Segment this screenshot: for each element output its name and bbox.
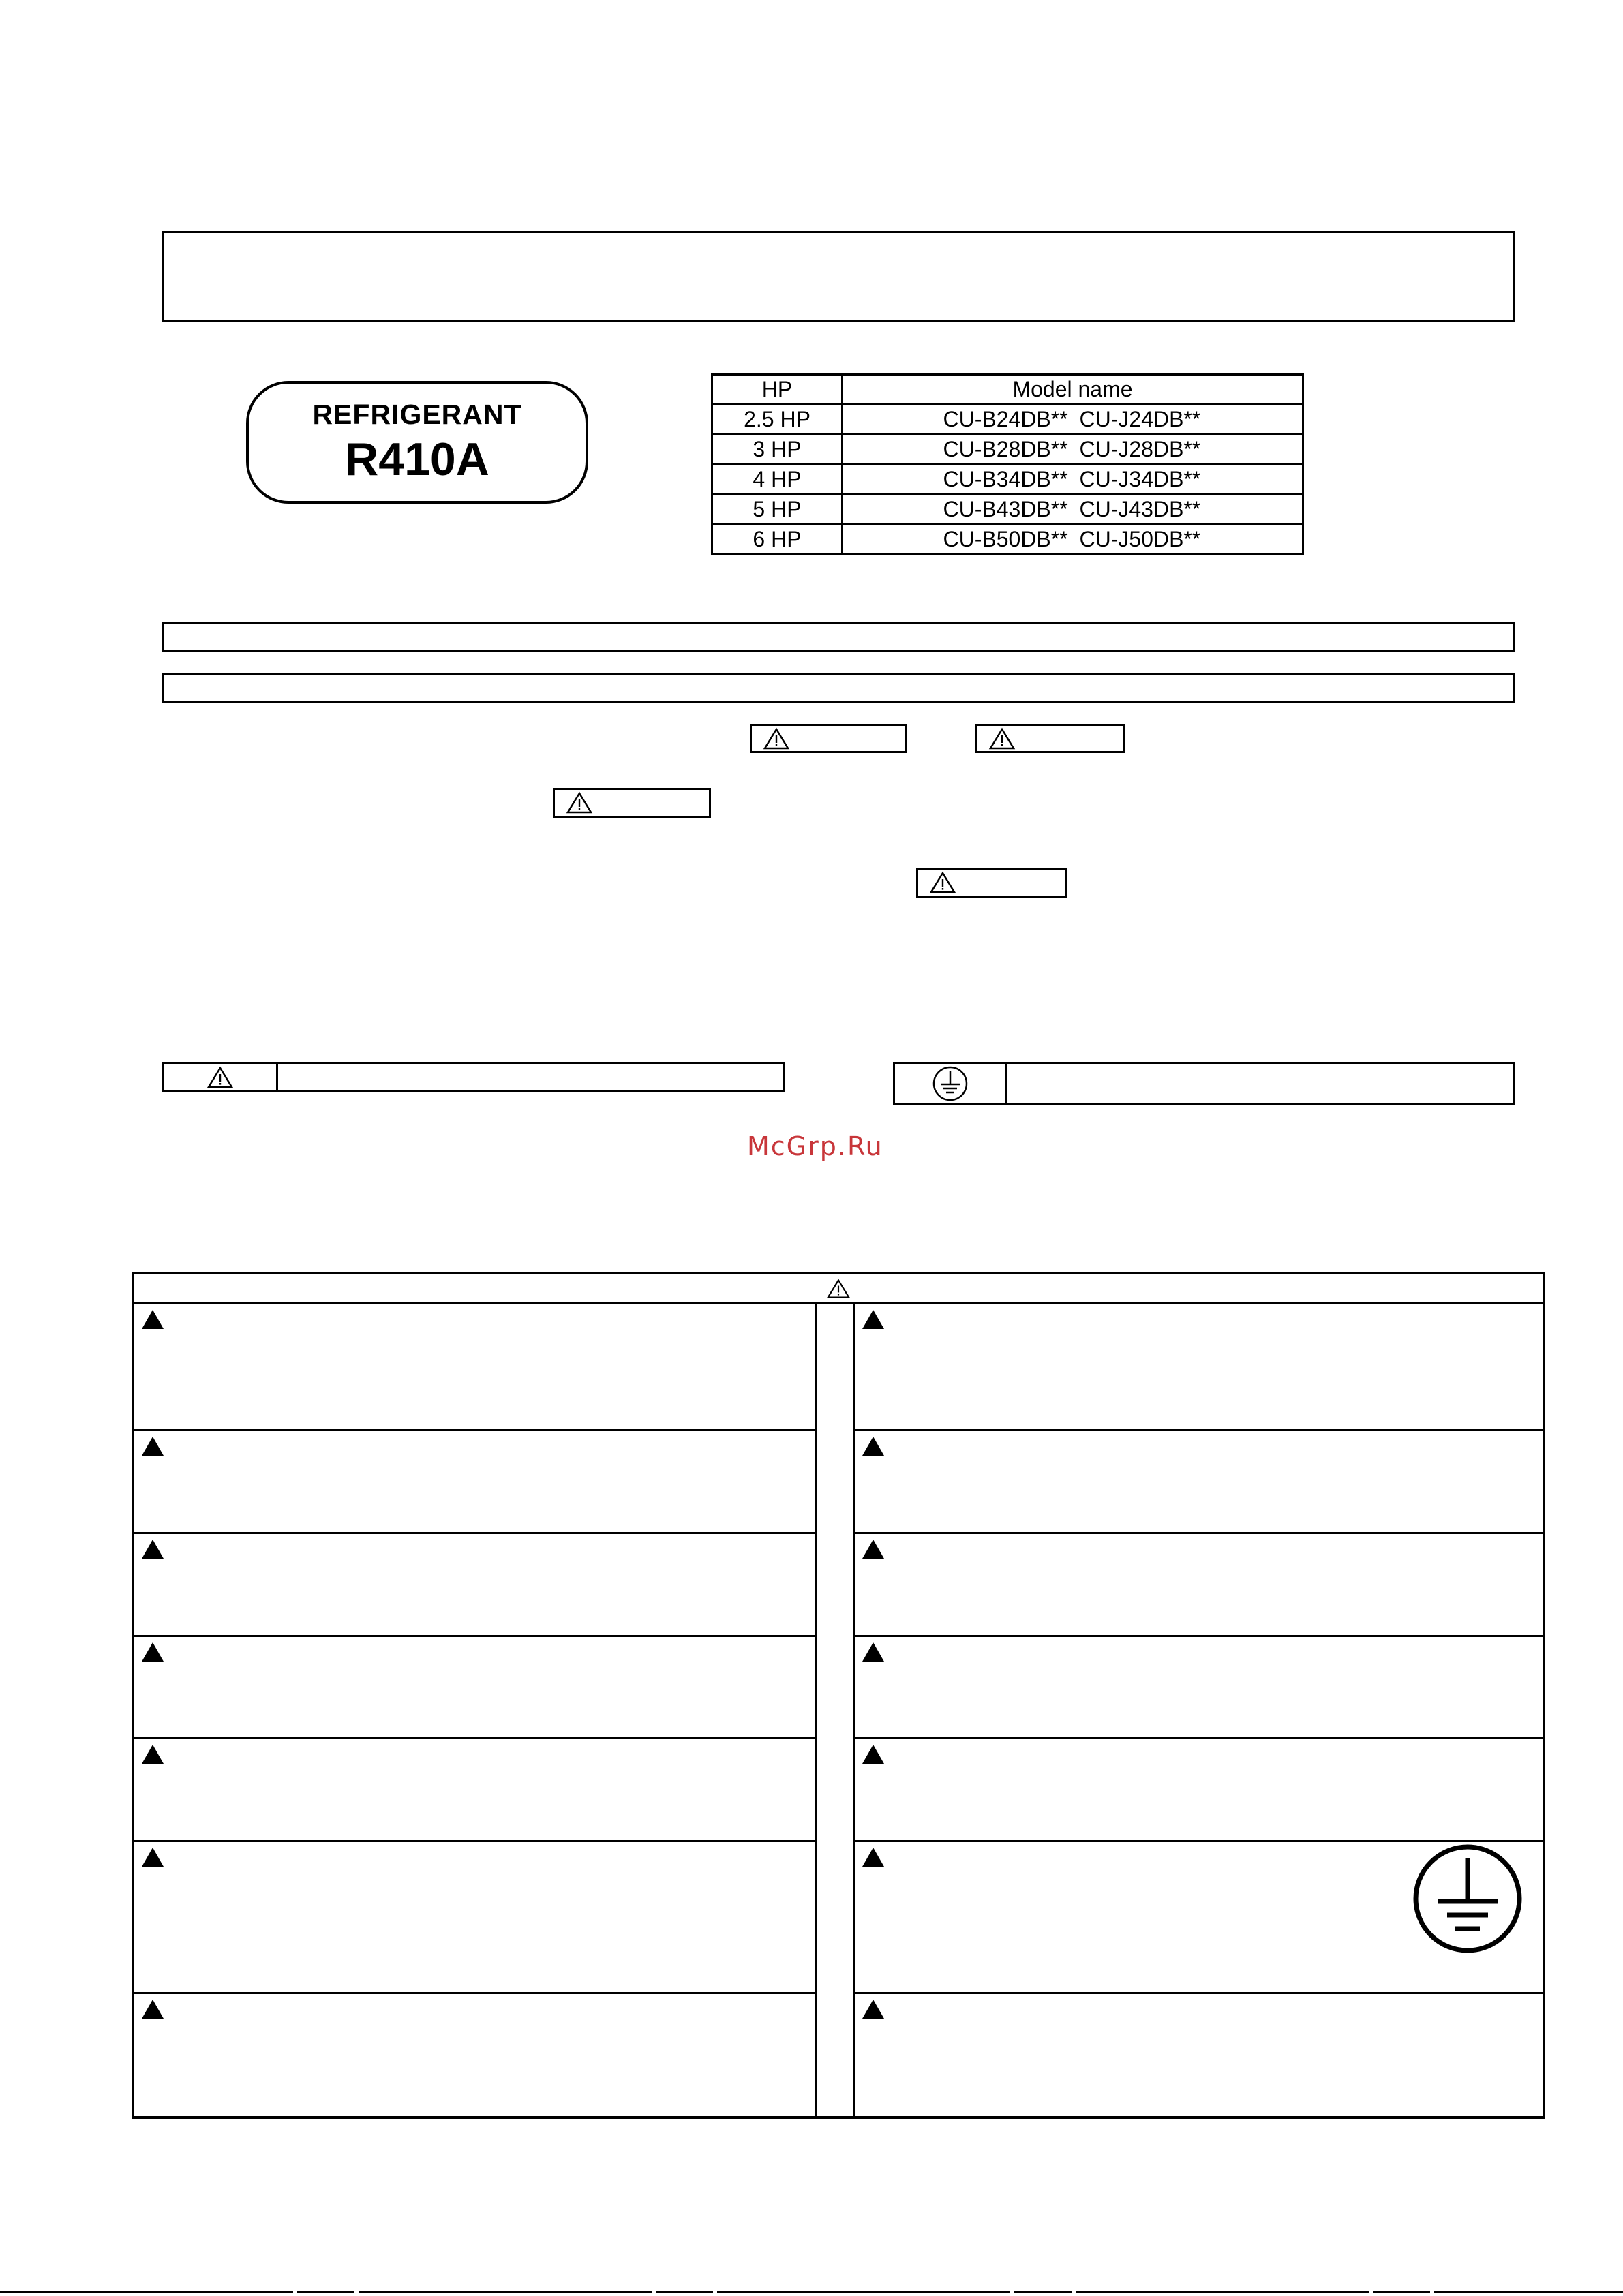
- warning-triangle-icon: [566, 791, 593, 814]
- model-cell: [843, 495, 1303, 525]
- warning-label-box: [750, 724, 907, 753]
- table-row: [712, 465, 1303, 495]
- model-cell: [843, 405, 1303, 435]
- model-b: CU-B28DB**: [943, 437, 1068, 461]
- precaution-item: [134, 1737, 815, 1842]
- filled-warning-triangle-icon: [862, 1436, 885, 1456]
- watermark: McGrp.Ru: [747, 1131, 883, 1161]
- refrigerant-label: REFRIGERANT: [312, 399, 522, 431]
- earth-ground-icon: [1412, 1843, 1523, 1955]
- filled-warning-triangle-icon: [862, 1744, 885, 1764]
- warning-triangle-icon: [763, 727, 790, 750]
- model-cell: [843, 465, 1303, 495]
- header-hp: HP: [712, 375, 843, 405]
- caution-label-box: [916, 868, 1067, 898]
- model-j: CU-J24DB**: [1079, 407, 1201, 431]
- symbol-legend-earth: [893, 1062, 1515, 1105]
- table-row: [712, 525, 1303, 555]
- model-cell: [843, 435, 1303, 465]
- model-table: [711, 373, 1304, 555]
- symbol-legend-warning: [162, 1062, 785, 1092]
- model-j: CU-J50DB**: [1079, 527, 1201, 551]
- hp-cell: 2.5 HP: [712, 405, 843, 435]
- hp-cell: 6 HP: [712, 525, 843, 555]
- filled-warning-triangle-icon: [141, 1744, 164, 1764]
- caution-label-box: [975, 724, 1125, 753]
- model-b: CU-B34DB**: [943, 467, 1068, 491]
- filled-warning-triangle-icon: [141, 1642, 164, 1662]
- filled-warning-triangle-icon: [141, 1539, 164, 1559]
- precaution-item: [134, 1992, 815, 2119]
- filled-warning-triangle-icon: [141, 1999, 164, 2019]
- table-row: [712, 435, 1303, 465]
- table-row: [712, 495, 1303, 525]
- precaution-item: [134, 1302, 815, 1431]
- filled-warning-triangle-icon: [141, 1847, 164, 1867]
- model-j: CU-J43DB**: [1079, 497, 1201, 521]
- legend-text-cell: [278, 1064, 783, 1090]
- filled-warning-triangle-icon: [862, 1539, 885, 1559]
- legend-text-cell: [1007, 1064, 1513, 1103]
- model-j: CU-J34DB**: [1079, 467, 1201, 491]
- precaution-item: [134, 1532, 815, 1637]
- section-bar: [162, 622, 1515, 652]
- precaution-item: [134, 1635, 815, 1739]
- precaution-item: [855, 1992, 1543, 2119]
- precaution-item: [855, 1429, 1543, 1534]
- header-model-name: Model name: [843, 375, 1303, 405]
- model-b: CU-B43DB**: [943, 497, 1068, 521]
- precautions-gutter: [815, 1302, 855, 2116]
- table-header-row: [712, 375, 1303, 405]
- precautions-table: [132, 1272, 1545, 2119]
- title-box: [162, 231, 1515, 322]
- refrigerant-type: R410A: [345, 433, 489, 486]
- precautions-left-column: [134, 1302, 817, 2116]
- precautions-right-column: [855, 1302, 1543, 2116]
- page-bottom-rule: [0, 2291, 1623, 2293]
- legend-icon-cell: [895, 1064, 1007, 1103]
- model-j: CU-J28DB**: [1079, 437, 1201, 461]
- earth-ground-icon: [932, 1065, 969, 1102]
- model-b: CU-B50DB**: [943, 527, 1068, 551]
- precaution-item: [855, 1635, 1543, 1739]
- warning-triangle-icon: [826, 1278, 851, 1300]
- precaution-item: [855, 1302, 1543, 1431]
- filled-warning-triangle-icon: [862, 1847, 885, 1867]
- precaution-item: [855, 1737, 1543, 1842]
- precaution-item: [134, 1840, 815, 1994]
- warning-label-box: [553, 788, 711, 818]
- precaution-item: [855, 1532, 1543, 1637]
- filled-warning-triangle-icon: [141, 1436, 164, 1456]
- warning-triangle-icon: [207, 1066, 234, 1089]
- section-bar: [162, 673, 1515, 703]
- precaution-item: [855, 1840, 1543, 1994]
- refrigerant-badge: [246, 381, 588, 504]
- warning-triangle-icon: [988, 727, 1016, 750]
- filled-warning-triangle-icon: [862, 1642, 885, 1662]
- legend-icon-cell: [164, 1064, 278, 1090]
- filled-warning-triangle-icon: [862, 1309, 885, 1330]
- filled-warning-triangle-icon: [141, 1309, 164, 1330]
- hp-cell: 4 HP: [712, 465, 843, 495]
- table-row: [712, 405, 1303, 435]
- model-cell: [843, 525, 1303, 555]
- filled-warning-triangle-icon: [862, 1999, 885, 2019]
- model-b: CU-B24DB**: [943, 407, 1068, 431]
- hp-cell: 3 HP: [712, 435, 843, 465]
- hp-cell: 5 HP: [712, 495, 843, 525]
- warning-triangle-icon: [929, 871, 956, 894]
- precautions-table-header: [134, 1274, 1543, 1304]
- precaution-item: [134, 1429, 815, 1534]
